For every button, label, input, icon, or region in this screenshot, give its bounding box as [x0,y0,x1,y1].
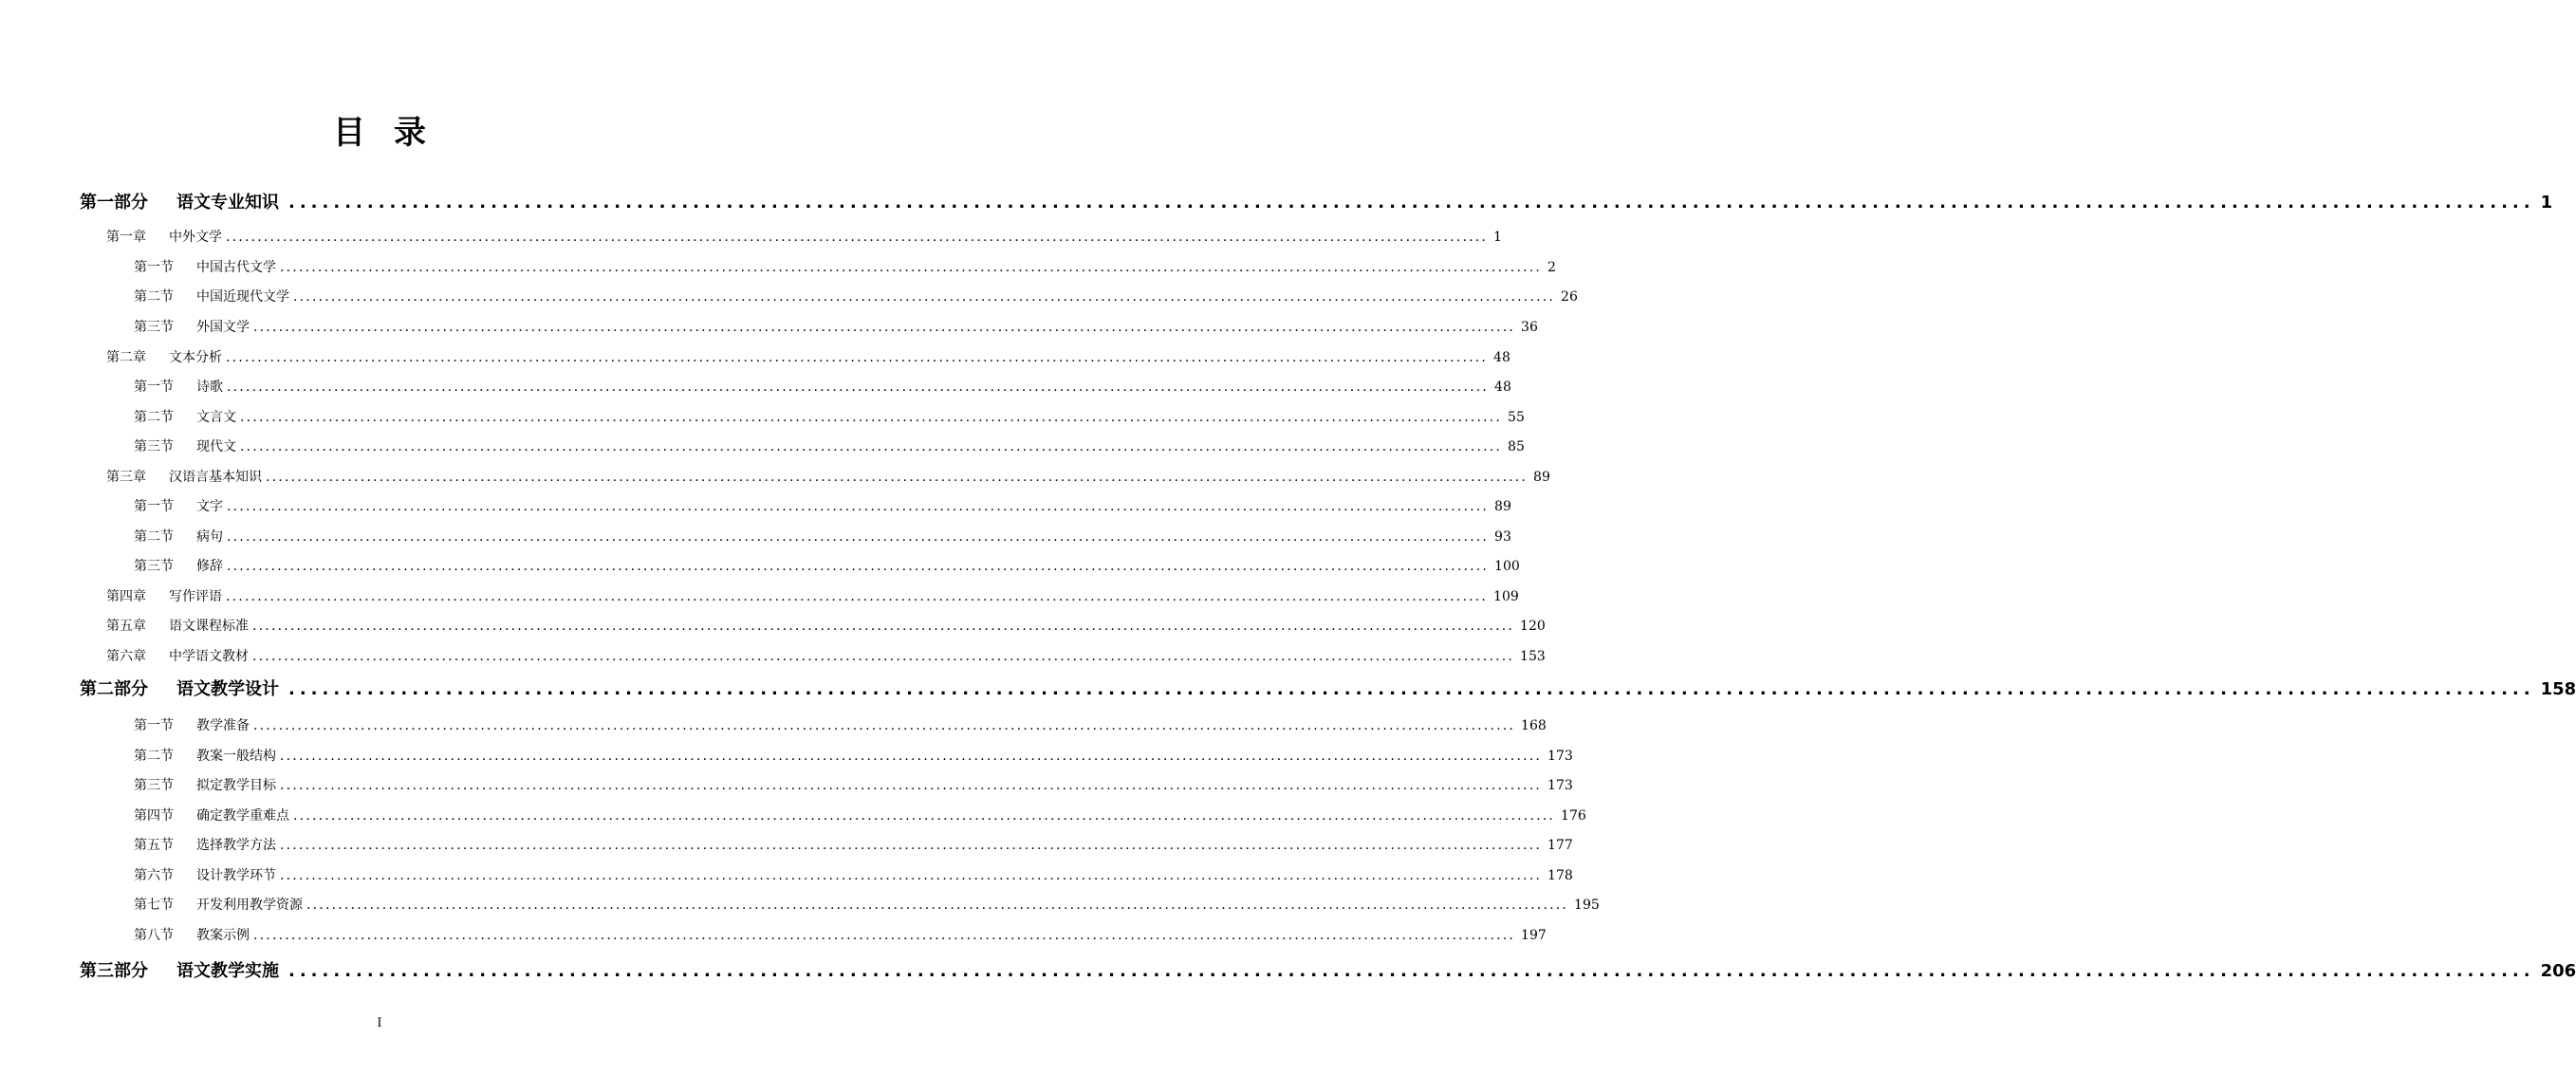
toc-entry-section[interactable] [134,775,1573,796]
dot-leader: ........................................................................................................................................................................................................ [253,928,1516,943]
toc-entry-label [134,407,236,428]
toc-entry-label [134,746,276,767]
toc-entry-label [134,287,289,307]
toc-entry-number: 第三章 [106,470,146,485]
toc-entry-number: 第四章 [106,589,146,604]
toc-entry-number: 第三部分 [80,961,148,981]
dot-leader: ........................................................................................................................................................................................................ [240,439,1503,454]
toc-entry-section[interactable] [134,407,1525,428]
toc-entry-label [106,616,249,637]
dot-leader: ........................................................................................................................................................................................................ [288,193,2535,213]
dot-leader: ........................................................................................................................................................................................................ [226,230,1489,245]
dot-leader: ........................................................................................................................................................................................................ [227,380,1490,395]
toc-entry-number: 第三节 [134,778,174,793]
toc-entry-section[interactable] [134,317,1538,338]
toc-entry-page-number: 36 [1521,320,1538,335]
toc-entry-section[interactable] [134,865,1573,886]
toc-entry-section[interactable] [134,527,1511,547]
toc-entry-number: 第一章 [106,230,146,245]
toc-entry-page-number: 26 [1561,289,1578,305]
toc-entry-number: 第四节 [134,808,174,824]
toc-entry-number: 第一部分 [80,193,148,213]
toc-entry-title: 中国古代文学 [196,260,276,275]
dot-leader: ........................................................................................................................................................................................................ [227,499,1490,514]
page-number: I [377,1016,382,1030]
toc-entry-label [134,496,223,517]
toc-entry-section[interactable] [134,436,1525,457]
dot-leader: ........................................................................................................................................................................................................ [226,589,1489,604]
toc-entry-section[interactable] [134,287,1578,307]
toc-entry-section[interactable] [134,556,1520,577]
toc-entry-label [134,806,289,826]
dot-leader: ........................................................................................................................................................................................................ [252,649,1515,664]
toc-entry-title: 文本分析 [169,350,222,365]
dot-leader: ........................................................................................................................................................................................................ [280,749,1543,764]
dot-leader: ........................................................................................................................................................................................................ [280,260,1543,275]
toc-entry-part[interactable] [80,677,2576,702]
toc-entry-page-number: 206 [2540,961,2576,981]
toc-entry-number: 第三节 [134,559,174,574]
toc-entry-page-number: 153 [1520,649,1546,664]
toc-entry-page-number: 158 [2540,679,2576,699]
toc-entry-title: 教学准备 [196,718,250,733]
page-title: 目录 [333,114,454,152]
toc-entry-page-number: 55 [1508,410,1525,425]
toc-entry-label [106,646,249,667]
toc-entry-section[interactable] [134,377,1511,398]
toc-entry-part[interactable] [80,959,2576,984]
dot-leader: ........................................................................................................................................................................................................ [240,410,1503,425]
toc-entry-number: 第二节 [134,529,174,545]
toc-entry-page-number: 1 [1493,230,1502,245]
dot-leader: ........................................................................................................................................................................................................ [227,529,1490,545]
toc-entry-label [134,925,250,946]
toc-entry-title: 诗歌 [196,380,223,395]
toc-entry-title: 选择教学方法 [196,838,276,853]
dot-leader: ........................................................................................................................................................................................................ [293,808,1556,824]
toc-entry-page-number: 48 [1493,350,1510,365]
toc-entry-label [134,835,276,856]
toc-entry-section[interactable] [134,746,1573,767]
toc-entry-number: 第一节 [134,260,174,275]
toc-entry-section[interactable] [134,496,1511,517]
toc-entry-label [134,317,250,338]
toc-entry-number: 第五节 [134,838,174,853]
toc-entry-page-number: 89 [1494,499,1511,514]
toc-entry-page-number: 197 [1521,928,1547,943]
dot-leader: ........................................................................................................................................................................................................ [253,718,1516,733]
toc-entry-label [134,436,236,457]
toc-entry-number: 第六节 [134,868,174,883]
toc-entry-page-number: 178 [1547,868,1573,883]
toc-entry-label [134,377,223,398]
toc-entry-page-number: 173 [1547,749,1573,764]
toc-entry-label [106,586,222,607]
toc-entry-label [134,775,276,796]
dot-leader: ........................................................................................................................................................................................................ [293,289,1556,305]
toc-entry-label [80,677,279,702]
dot-leader: ........................................................................................................................................................................................................ [227,559,1490,574]
toc-entry-part[interactable] [80,191,2553,215]
dot-leader: ........................................................................................................................................................................................................ [288,679,2535,699]
toc-entry-label [134,715,250,736]
dot-leader: ........................................................................................................................................................................................................ [253,320,1516,335]
toc-entry-title: 外国文学 [196,320,250,335]
toc-entry-title: 文言文 [196,410,236,425]
toc-entry-number: 第一节 [134,380,174,395]
toc-entry-title: 语文教学实施 [176,961,279,981]
dot-leader: ........................................................................................................................................................................................................ [266,470,1529,485]
toc-entry-section[interactable] [134,925,1547,946]
toc-entry-number: 第六章 [106,649,146,664]
toc-entry-title: 中国近现代文学 [196,289,289,305]
toc-entry-label [106,467,262,488]
toc-entry-chapter[interactable] [106,586,1519,607]
toc-entry-title: 语文专业知识 [176,193,279,213]
toc-entry-label [106,227,222,248]
dot-leader: ........................................................................................................................................................................................................ [306,898,1569,913]
toc-entry-title: 开发利用教学资源 [196,898,303,913]
toc-entry-page-number: 1 [2540,193,2553,213]
toc-entry-number: 第三节 [134,439,174,454]
toc-entry-title: 写作评语 [169,589,222,604]
toc-entry-label [80,191,279,215]
toc-entry-number: 第一节 [134,718,174,733]
toc-entry-label [134,865,276,886]
toc-entry-label [134,895,303,916]
toc-entry-section[interactable] [134,895,1600,916]
dot-leader: ........................................................................................................................................................................................................ [288,961,2535,981]
toc-entry-label [80,959,279,984]
toc-entry-number: 第二部分 [80,679,148,699]
toc-entry-title: 现代文 [196,439,236,454]
dot-leader: ........................................................................................................................................................................................................ [280,778,1543,793]
toc-entry-page-number: 85 [1508,439,1525,454]
toc-entry-title: 确定教学重难点 [196,808,289,824]
dot-leader: ........................................................................................................................................................................................................ [280,838,1543,853]
toc-entry-number: 第二节 [134,410,174,425]
toc-entry-section[interactable] [134,715,1547,736]
toc-entry-page-number: 100 [1494,559,1520,574]
toc-entry-page-number: 177 [1547,838,1573,853]
toc-entry-section[interactable] [134,806,1586,826]
toc-entry-page-number: 176 [1561,808,1586,824]
toc-entry-page-number: 2 [1547,260,1556,275]
toc-entry-chapter[interactable] [106,616,1546,637]
toc-entry-title: 汉语言基本知识 [169,470,262,485]
toc-entry-title: 修辞 [196,559,223,574]
toc-entry-page-number: 109 [1493,589,1519,604]
toc-entry-label [106,347,222,368]
toc-entry-number: 第一节 [134,499,174,514]
toc-entry-title: 病句 [196,529,223,545]
dot-leader: ........................................................................................................................................................................................................ [252,619,1515,634]
toc-entry-title: 语文课程标准 [169,619,249,634]
toc-entry-number: 第五章 [106,619,146,634]
toc-entry-title: 设计教学环节 [196,868,276,883]
toc-entry-section[interactable] [134,835,1573,856]
toc-entry-title: 文字 [196,499,223,514]
toc-entry-chapter[interactable] [106,646,1546,667]
toc-entry-page-number: 93 [1494,529,1511,545]
toc-entry-chapter[interactable] [106,347,1510,368]
toc-entry-title: 教案一般结构 [196,749,276,764]
dot-leader: ........................................................................................................................................................................................................ [280,868,1543,883]
toc-entry-title: 语文教学设计 [176,679,279,699]
toc-entry-title: 教案示例 [196,928,250,943]
toc-entry-number: 第二节 [134,749,174,764]
toc-entry-title: 中学语文教材 [169,649,249,664]
toc-entry-label [134,257,276,278]
toc-entry-page-number: 173 [1547,778,1573,793]
toc-entry-number: 第三节 [134,320,174,335]
toc-entry-section[interactable] [134,257,1556,278]
toc-entry-page-number: 120 [1520,619,1546,634]
toc-entry-number: 第八节 [134,928,174,943]
toc-entry-number: 第二节 [134,289,174,305]
toc-entry-number: 第七节 [134,898,174,913]
toc-entry-number: 第二章 [106,350,146,365]
toc-entry-label [134,556,223,577]
toc-entry-chapter[interactable] [106,227,1502,248]
toc-entry-chapter[interactable] [106,467,1550,488]
toc-entry-page-number: 195 [1574,898,1600,913]
toc-entry-title: 拟定教学目标 [196,778,276,793]
toc-entry-page-number: 89 [1533,470,1550,485]
toc-entry-label [134,527,223,547]
dot-leader: ........................................................................................................................................................................................................ [226,350,1489,365]
toc-entry-page-number: 48 [1494,380,1511,395]
toc-entry-title: 中外文学 [169,230,222,245]
toc-entry-page-number: 168 [1521,718,1547,733]
